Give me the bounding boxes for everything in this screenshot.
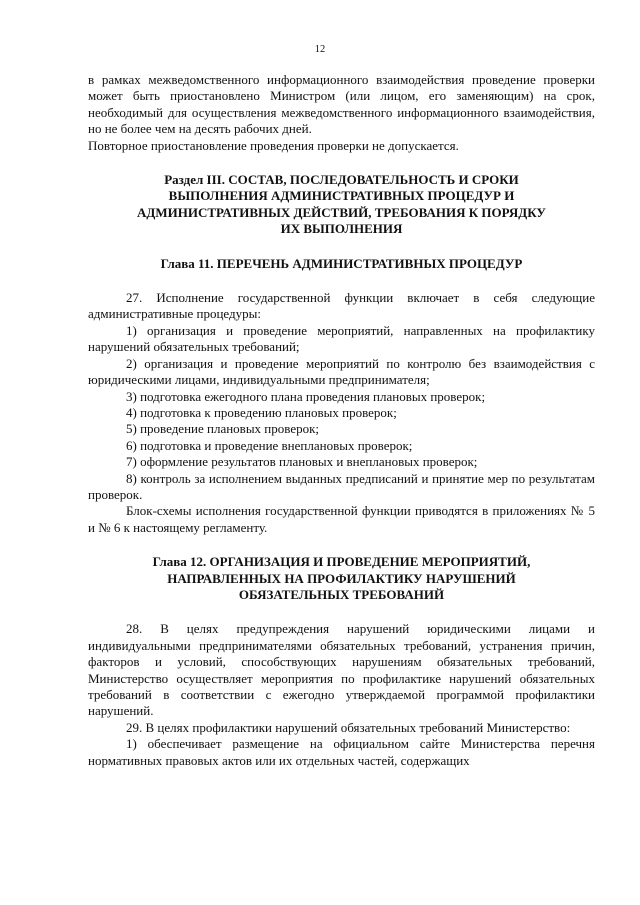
chapter12-heading-line1: Глава 12. ОРГАНИЗАЦИЯ И ПРОВЕДЕНИЕ МЕРОПРИЯТИЙ, bbox=[152, 554, 531, 570]
list-item: 4) подготовка к проведению плановых проверок; bbox=[126, 404, 397, 420]
section-heading-line3: АДМИНИСТРАТИВНЫХ ДЕЙСТВИЙ, ТРЕБОВАНИЯ К ПОРЯДКУ bbox=[137, 204, 546, 220]
section-heading bbox=[88, 172, 595, 238]
intro-paragraph: в рамках межведомственного информационного взаимодействия проведение проверки может быть приостановлено Министром (или лицом, его заменяющим) на срок, необходимый для осуществления межведомственного информационного взаимодействия, но не более чем на десять рабочих дней. bbox=[88, 72, 595, 137]
list-item: 5) проведение плановых проверок; bbox=[126, 421, 320, 437]
list-item: 7) оформление результатов плановых и внеплановых проверок; bbox=[126, 454, 478, 470]
para-29: 29. В целях профилактики нарушений обязательных требований Министерство: bbox=[126, 719, 571, 735]
list-item: 6) подготовка и проведение внеплановых проверок; bbox=[126, 437, 413, 453]
block-schemes-paragraph: Блок-схемы исполнения государственной функции приводятся в приложениях № 5 и № 6 к настоящему регламенту. bbox=[88, 503, 595, 535]
page-content bbox=[88, 72, 595, 769]
list-item: 2) организация и проведение мероприятий по контролю без взаимодействия с юридическими лицами, индивидуальными предпринимателя; bbox=[88, 355, 595, 388]
chapter12-heading-line3: ОБЯЗАТЕЛЬНЫХ ТРЕБОВАНИЙ bbox=[238, 586, 445, 602]
para-29-item-1: 1) обеспечивает размещение на официальном сайте Министерства перечня нормативных правовых актов или их отдельных частей, содержащих bbox=[88, 736, 595, 768]
list-item: 3) подготовка ежегодного плана проведения плановых проверок; bbox=[126, 388, 486, 404]
section-heading-line1: Раздел III. СОСТАВ, ПОСЛЕДОВАТЕЛЬНОСТЬ И СРОКИ bbox=[164, 172, 519, 188]
list-item: 1) организация и проведение мероприятий, направленных на профилактику нарушений обязательных требований; bbox=[88, 322, 595, 355]
intro-last-line: Повторное приостановление проведения проверки не допускается. bbox=[88, 137, 459, 153]
section-heading-line2: ВЫПОЛНЕНИЯ АДМИНИСТРАТИВНЫХ ПРОЦЕДУР И bbox=[168, 188, 515, 204]
chapter12-heading bbox=[88, 554, 595, 603]
section-heading-line4: ИХ ВЫПОЛНЕНИЯ bbox=[280, 221, 403, 237]
page-number: 12 bbox=[314, 44, 326, 55]
chapter12-heading-line2: НАПРАВЛЕННЫХ НА ПРОФИЛАКТИКУ НАРУШЕНИЙ bbox=[167, 570, 516, 586]
chapter11-heading: Глава 11. ПЕРЕЧЕНЬ АДМИНИСТРАТИВНЫХ ПРОЦЕДУР bbox=[160, 255, 523, 271]
list-item: 8) контроль за исполнением выданных предписаний и принятие мер по результатам проверок. bbox=[88, 470, 595, 502]
para-27: 27. Исполнение государственной функции включает в себя следующие административные процедуры: bbox=[88, 290, 595, 322]
para-28: 28. В целях предупреждения нарушений юридическими лицами и индивидуальными предпринимателями обязательных требований, устранения причин, факторов и условий, способствующих нарушениям обязательных требований, Министерство осуществляет мероприятия по профилактике нарушений обязательных требований в соответствии с ежегодно утверждаемой программой профилактики нарушений. bbox=[88, 621, 595, 719]
